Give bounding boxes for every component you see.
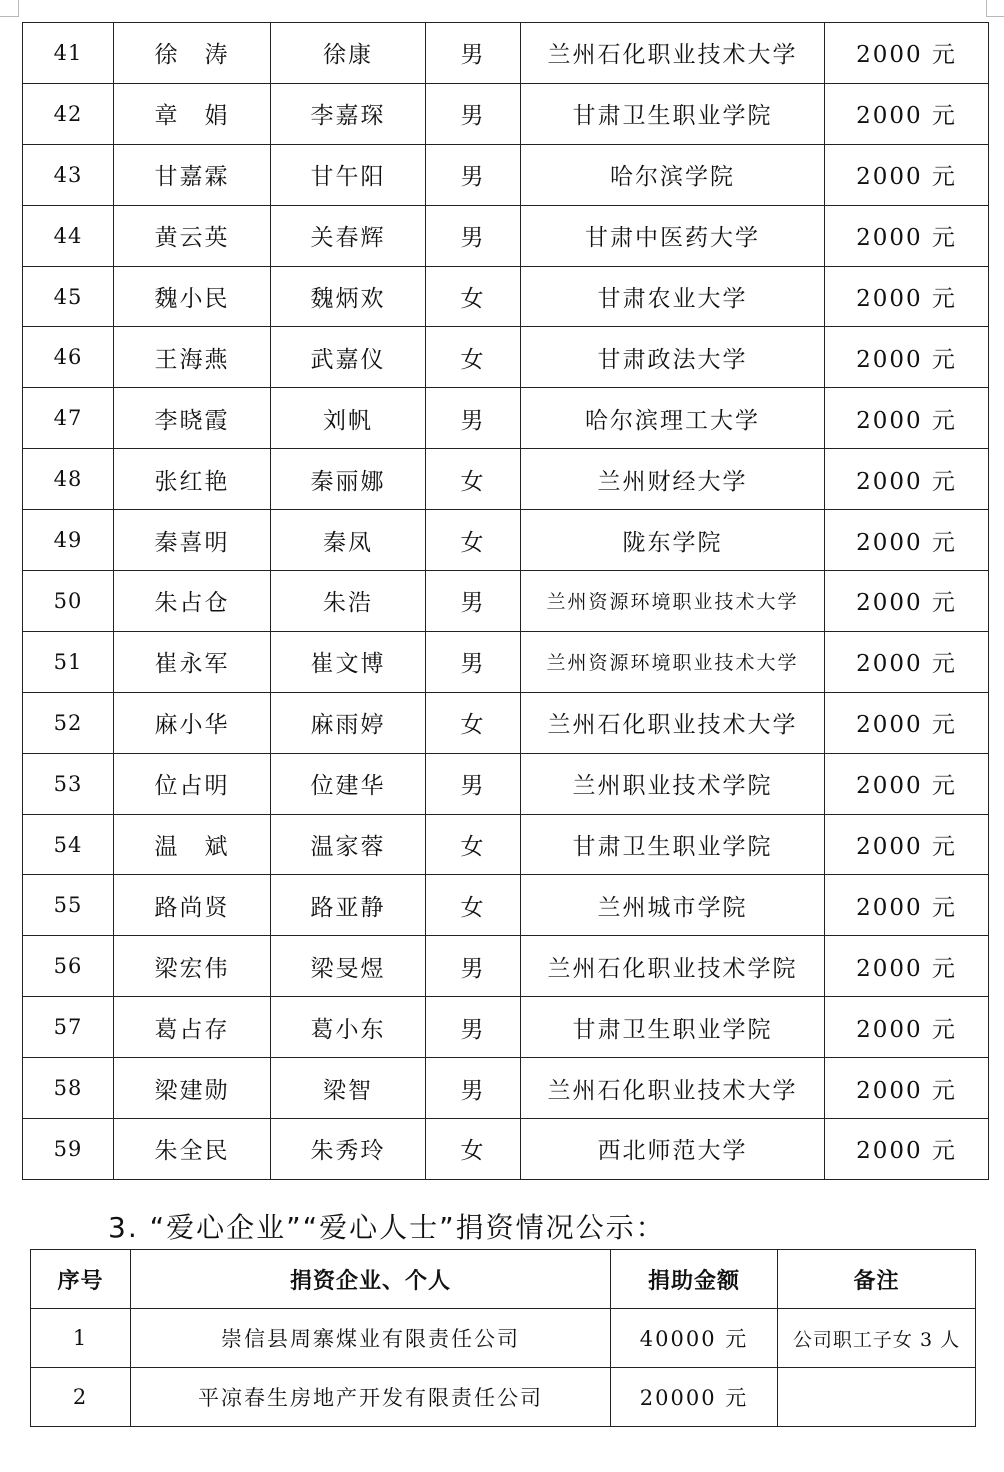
cell-amount: 2000 元 [825,205,989,266]
donor-table-header-row [31,1250,976,1309]
cell-student-name: 朱浩 [271,571,426,632]
cell-donor-name: 秦喜明 [114,510,271,571]
cell-donor-name: 张红艳 [114,449,271,510]
table-row [23,388,989,449]
cell-student-name: 徐康 [271,23,426,84]
cell-amount: 2000 元 [825,631,989,692]
donor-table-row [31,1309,976,1368]
table-row [23,1058,989,1119]
cell-no: 44 [23,205,114,266]
cell-amount: 2000 元 [825,997,989,1058]
cell-student-name: 甘午阳 [271,144,426,205]
donor-note [778,1368,976,1427]
cell-school: 兰州资源环境职业技术大学 [521,571,825,632]
cell-amount: 2000 元 [825,692,989,753]
cell-amount: 2000 元 [825,936,989,997]
cell-donor-name: 朱全民 [114,1119,271,1180]
cell-donor-name: 温 斌 [114,814,271,875]
cell-student-name: 梁旻煜 [271,936,426,997]
cell-amount: 2000 元 [825,510,989,571]
cell-no: 43 [23,144,114,205]
cell-gender: 男 [426,23,521,84]
header-note: 备注 [778,1250,976,1309]
cell-no: 56 [23,936,114,997]
cell-amount: 2000 元 [825,144,989,205]
donor-name: 崇信县周寨煤业有限责任公司 [131,1309,611,1368]
cell-amount: 2000 元 [825,1119,989,1180]
cell-student-name: 梁智 [271,1058,426,1119]
cell-gender: 女 [426,510,521,571]
cell-no: 42 [23,83,114,144]
cell-gender: 女 [426,814,521,875]
cell-school: 兰州财经大学 [521,449,825,510]
cell-school: 兰州资源环境职业技术大学 [521,631,825,692]
cell-gender: 男 [426,144,521,205]
cell-student-name: 关春辉 [271,205,426,266]
cell-gender: 女 [426,692,521,753]
cell-gender: 男 [426,1058,521,1119]
table-row [23,23,989,84]
donor-no: 1 [31,1309,131,1368]
table-row [23,510,989,571]
cell-gender: 男 [426,997,521,1058]
donor-table [30,1249,976,1427]
table-row [23,205,989,266]
page-corner-mark-top-left [0,0,19,17]
cell-student-name: 麻雨婷 [271,692,426,753]
cell-gender: 男 [426,388,521,449]
donor-amount: 40000 元 [611,1309,778,1368]
cell-gender: 男 [426,631,521,692]
table-row [23,692,989,753]
table-row [23,814,989,875]
header-amount: 捐助金额 [611,1250,778,1309]
cell-student-name: 温家蓉 [271,814,426,875]
cell-amount: 2000 元 [825,1058,989,1119]
cell-student-name: 魏炳欢 [271,266,426,327]
table-row [23,875,989,936]
cell-school: 哈尔滨学院 [521,144,825,205]
cell-school: 甘肃农业大学 [521,266,825,327]
cell-school: 兰州石化职业技术大学 [521,1058,825,1119]
cell-school: 兰州石化职业技术学院 [521,936,825,997]
table-row [23,753,989,814]
table-row [23,571,989,632]
cell-student-name: 李嘉琛 [271,83,426,144]
cell-student-name: 秦丽娜 [271,449,426,510]
cell-no: 49 [23,510,114,571]
table-row [23,1119,989,1180]
cell-school: 西北师范大学 [521,1119,825,1180]
donor-table-row [31,1368,976,1427]
cell-donor-name: 李晓霞 [114,388,271,449]
cell-gender: 女 [426,327,521,388]
donor-name: 平凉春生房地产开发有限责任公司 [131,1368,611,1427]
cell-school: 兰州职业技术学院 [521,753,825,814]
cell-gender: 女 [426,266,521,327]
table-row [23,997,989,1058]
recipient-table-body [23,23,989,1180]
cell-donor-name: 朱占仓 [114,571,271,632]
cell-no: 58 [23,1058,114,1119]
cell-donor-name: 徐 涛 [114,23,271,84]
cell-donor-name: 魏小民 [114,266,271,327]
table-row [23,936,989,997]
cell-student-name: 秦凤 [271,510,426,571]
cell-gender: 男 [426,205,521,266]
cell-amount: 2000 元 [825,814,989,875]
donor-amount: 20000 元 [611,1368,778,1427]
cell-gender: 女 [426,875,521,936]
header-no: 序号 [31,1250,131,1309]
cell-no: 54 [23,814,114,875]
cell-amount: 2000 元 [825,266,989,327]
cell-donor-name: 麻小华 [114,692,271,753]
cell-gender: 男 [426,753,521,814]
cell-no: 52 [23,692,114,753]
cell-donor-name: 崔永军 [114,631,271,692]
table-row [23,449,989,510]
cell-no: 57 [23,997,114,1058]
cell-gender: 男 [426,83,521,144]
cell-no: 48 [23,449,114,510]
cell-school: 甘肃卫生职业学院 [521,997,825,1058]
cell-amount: 2000 元 [825,327,989,388]
cell-amount: 2000 元 [825,83,989,144]
donor-note: 公司职工子女 3 人 [778,1309,976,1368]
cell-donor-name: 梁建勋 [114,1058,271,1119]
cell-no: 41 [23,23,114,84]
cell-amount: 2000 元 [825,449,989,510]
cell-gender: 女 [426,1119,521,1180]
table-row [23,83,989,144]
cell-no: 55 [23,875,114,936]
cell-gender: 女 [426,449,521,510]
cell-no: 50 [23,571,114,632]
cell-donor-name: 甘嘉霖 [114,144,271,205]
cell-school: 甘肃卫生职业学院 [521,83,825,144]
cell-gender: 男 [426,571,521,632]
cell-school: 哈尔滨理工大学 [521,388,825,449]
cell-student-name: 崔文博 [271,631,426,692]
cell-no: 59 [23,1119,114,1180]
cell-amount: 2000 元 [825,23,989,84]
cell-amount: 2000 元 [825,875,989,936]
cell-donor-name: 葛占存 [114,997,271,1058]
table-row [23,631,989,692]
cell-school: 兰州石化职业技术大学 [521,23,825,84]
cell-no: 51 [23,631,114,692]
cell-no: 46 [23,327,114,388]
header-donor-name: 捐资企业、个人 [131,1250,611,1309]
page-corner-mark-top-right [986,0,1004,17]
cell-donor-name: 黄云英 [114,205,271,266]
section-title: 3. “爱心企业”“爱心人士”捐资情况公示： [108,1211,666,1244]
cell-student-name: 武嘉仪 [271,327,426,388]
cell-no: 45 [23,266,114,327]
cell-school: 甘肃卫生职业学院 [521,814,825,875]
table-row [23,327,989,388]
cell-donor-name: 路尚贤 [114,875,271,936]
cell-donor-name: 梁宏伟 [114,936,271,997]
cell-school: 甘肃政法大学 [521,327,825,388]
table-row [23,266,989,327]
cell-school: 兰州城市学院 [521,875,825,936]
cell-student-name: 位建华 [271,753,426,814]
cell-student-name: 刘帆 [271,388,426,449]
cell-amount: 2000 元 [825,388,989,449]
cell-student-name: 朱秀玲 [271,1119,426,1180]
cell-donor-name: 位占明 [114,753,271,814]
cell-school: 陇东学院 [521,510,825,571]
cell-student-name: 葛小东 [271,997,426,1058]
cell-school: 兰州石化职业技术大学 [521,692,825,753]
cell-donor-name: 王海燕 [114,327,271,388]
donor-no: 2 [31,1368,131,1427]
cell-no: 53 [23,753,114,814]
cell-donor-name: 章 娟 [114,83,271,144]
cell-school: 甘肃中医药大学 [521,205,825,266]
cell-amount: 2000 元 [825,753,989,814]
cell-no: 47 [23,388,114,449]
cell-amount: 2000 元 [825,571,989,632]
cell-student-name: 路亚静 [271,875,426,936]
recipient-table [22,22,989,1180]
cell-gender: 男 [426,936,521,997]
table-row [23,144,989,205]
